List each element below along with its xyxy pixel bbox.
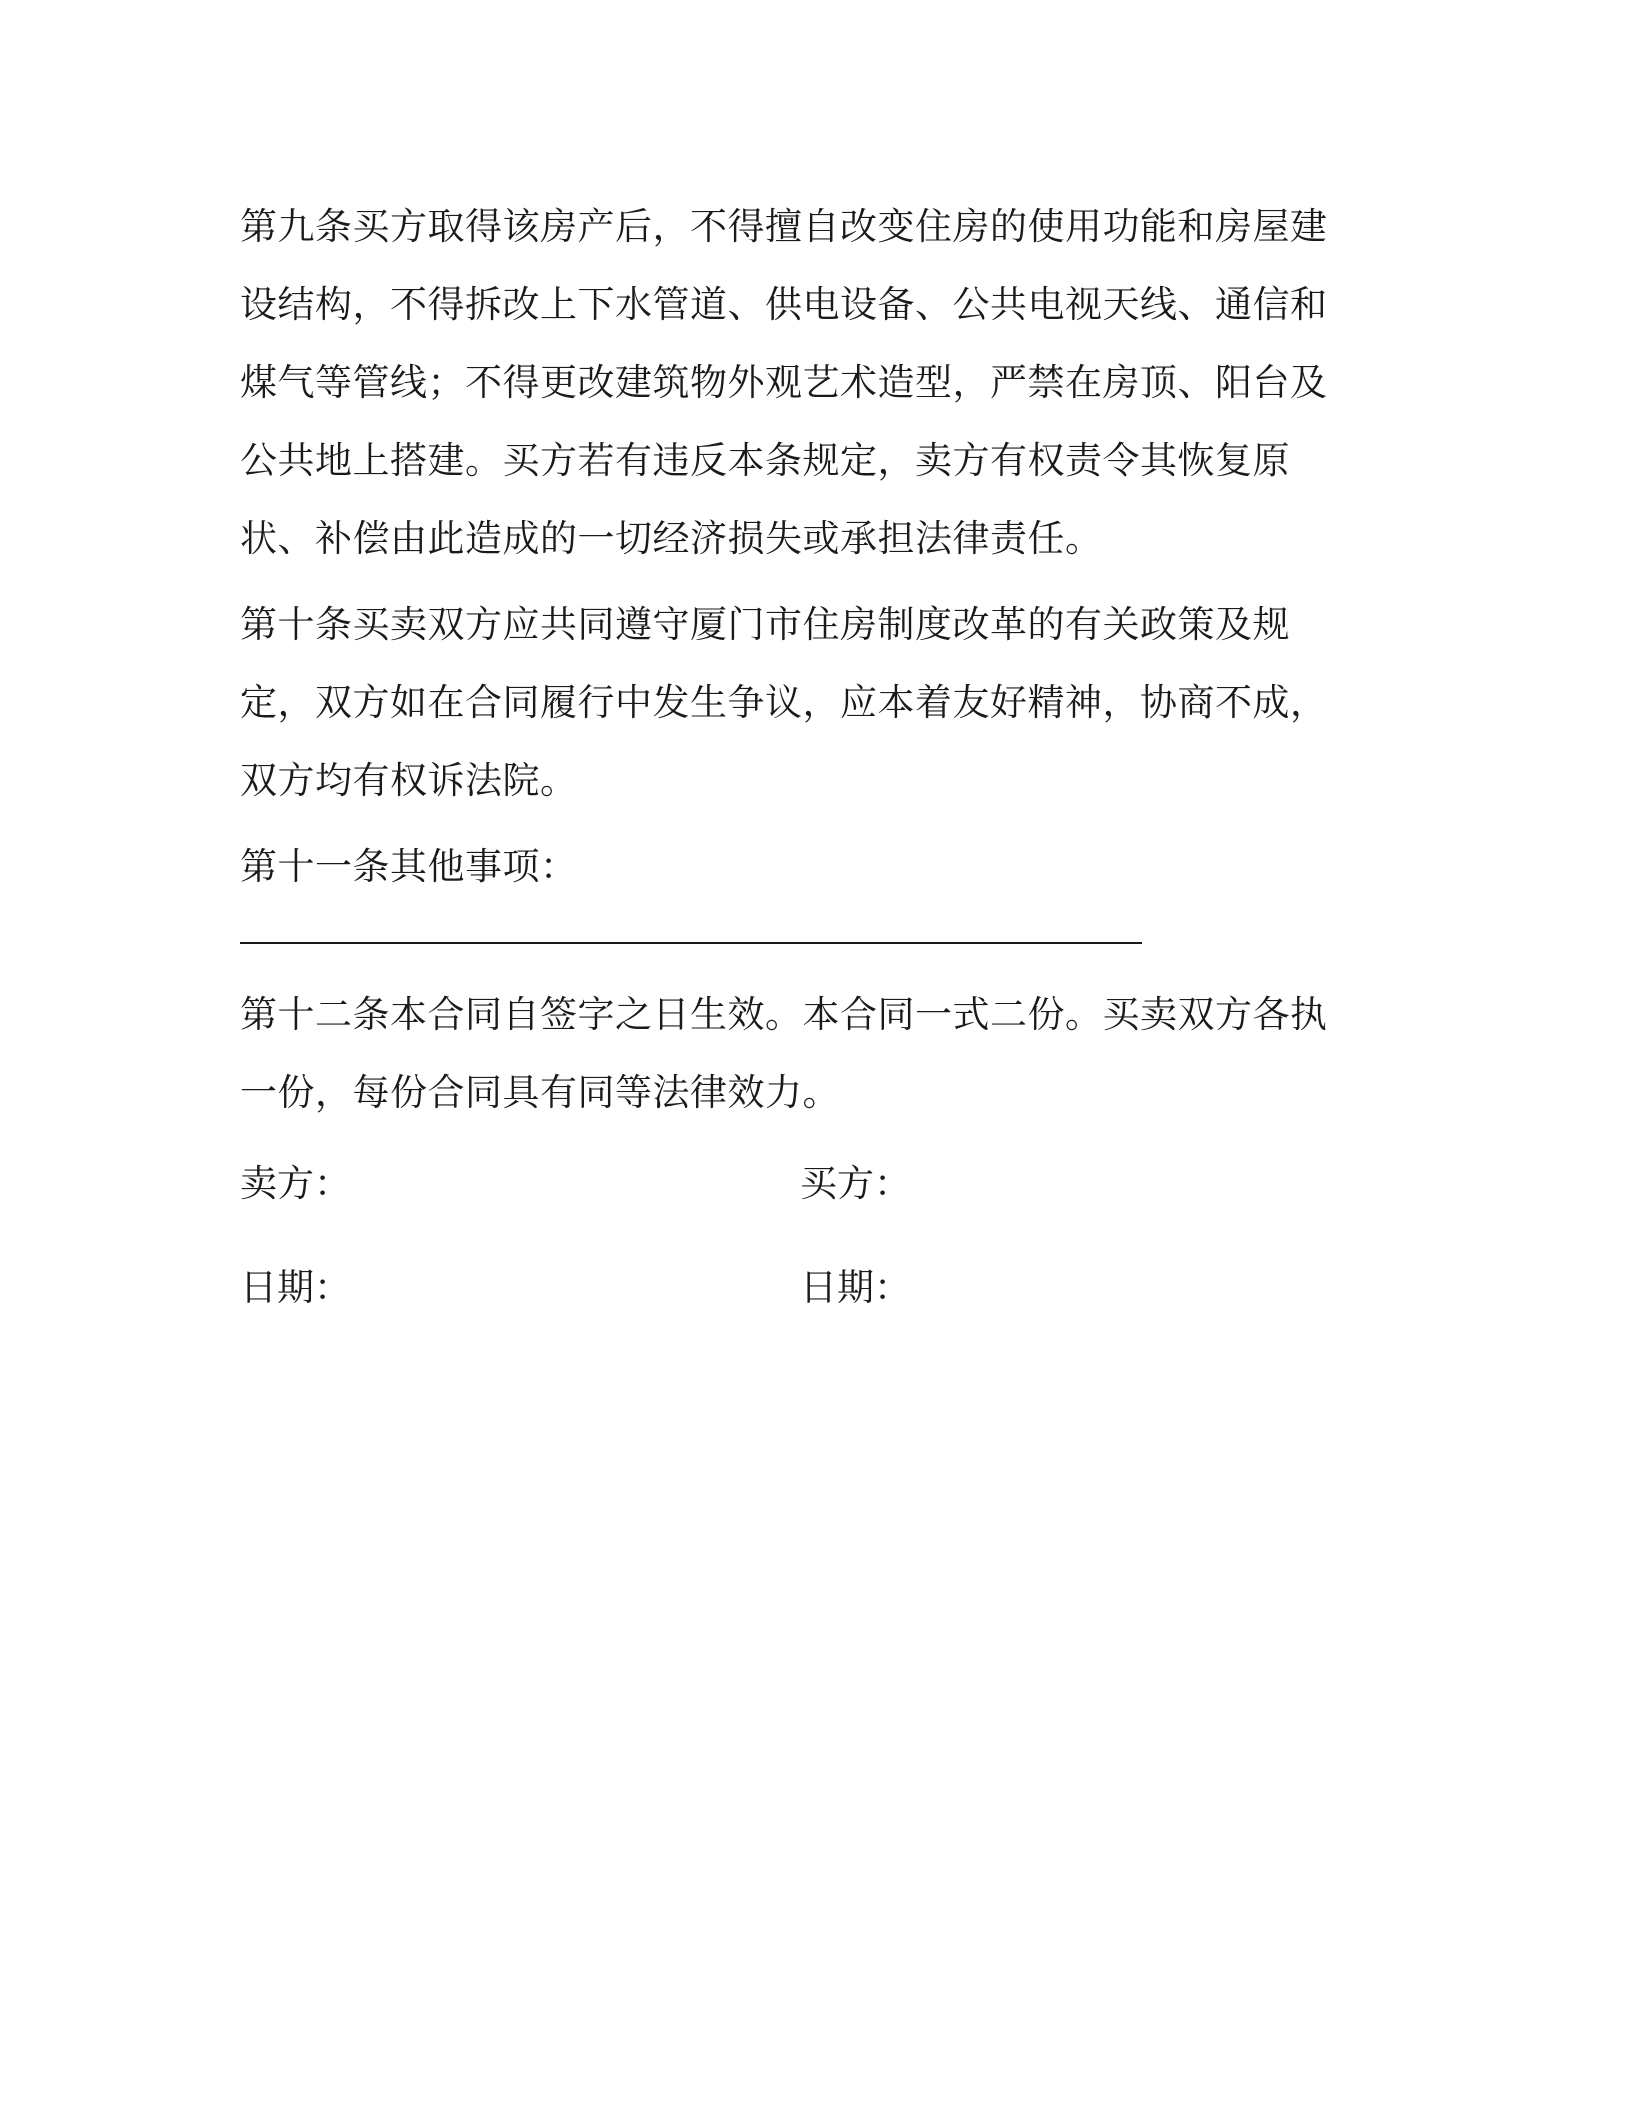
seller-date-label: 日期： bbox=[240, 1266, 351, 1309]
article-11: 第十一条其他事项： bbox=[240, 845, 578, 888]
article-9: 第九条买方取得该房产后，不得擅自改变住房的使用功能和房屋建设结构，不得拆改上下水管道、供电设备、公共电视天线、通信和煤气等管线；不得更改建筑物外观艺术造型，严禁在房顶、阳台及公共地上搭建。买方若有违反本条规定，卖方有权责令其恢复原状、补偿由此造成的一切经济损失或承担法律责任。 bbox=[240, 205, 1328, 560]
signature-row bbox=[240, 1132, 1360, 1236]
other-matters-blank-line bbox=[240, 906, 1360, 976]
buyer-date-label: 日期： bbox=[800, 1266, 911, 1309]
article-12: 第十二条本合同自签字之日生效。本合同一式二份。买卖双方各执一份，每份合同具有同等法律效力。 bbox=[240, 993, 1328, 1114]
document-page bbox=[240, 188, 1360, 1340]
seller-label: 卖方： bbox=[240, 1162, 351, 1205]
buyer-label: 买方： bbox=[800, 1162, 911, 1205]
date-row bbox=[240, 1236, 1360, 1340]
article-10: 第十条买卖双方应共同遵守厦门市住房制度改革的有关政策及规定，双方如在合同履行中发生争议，应本着友好精神，协商不成，双方均有权诉法院。 bbox=[240, 603, 1328, 802]
